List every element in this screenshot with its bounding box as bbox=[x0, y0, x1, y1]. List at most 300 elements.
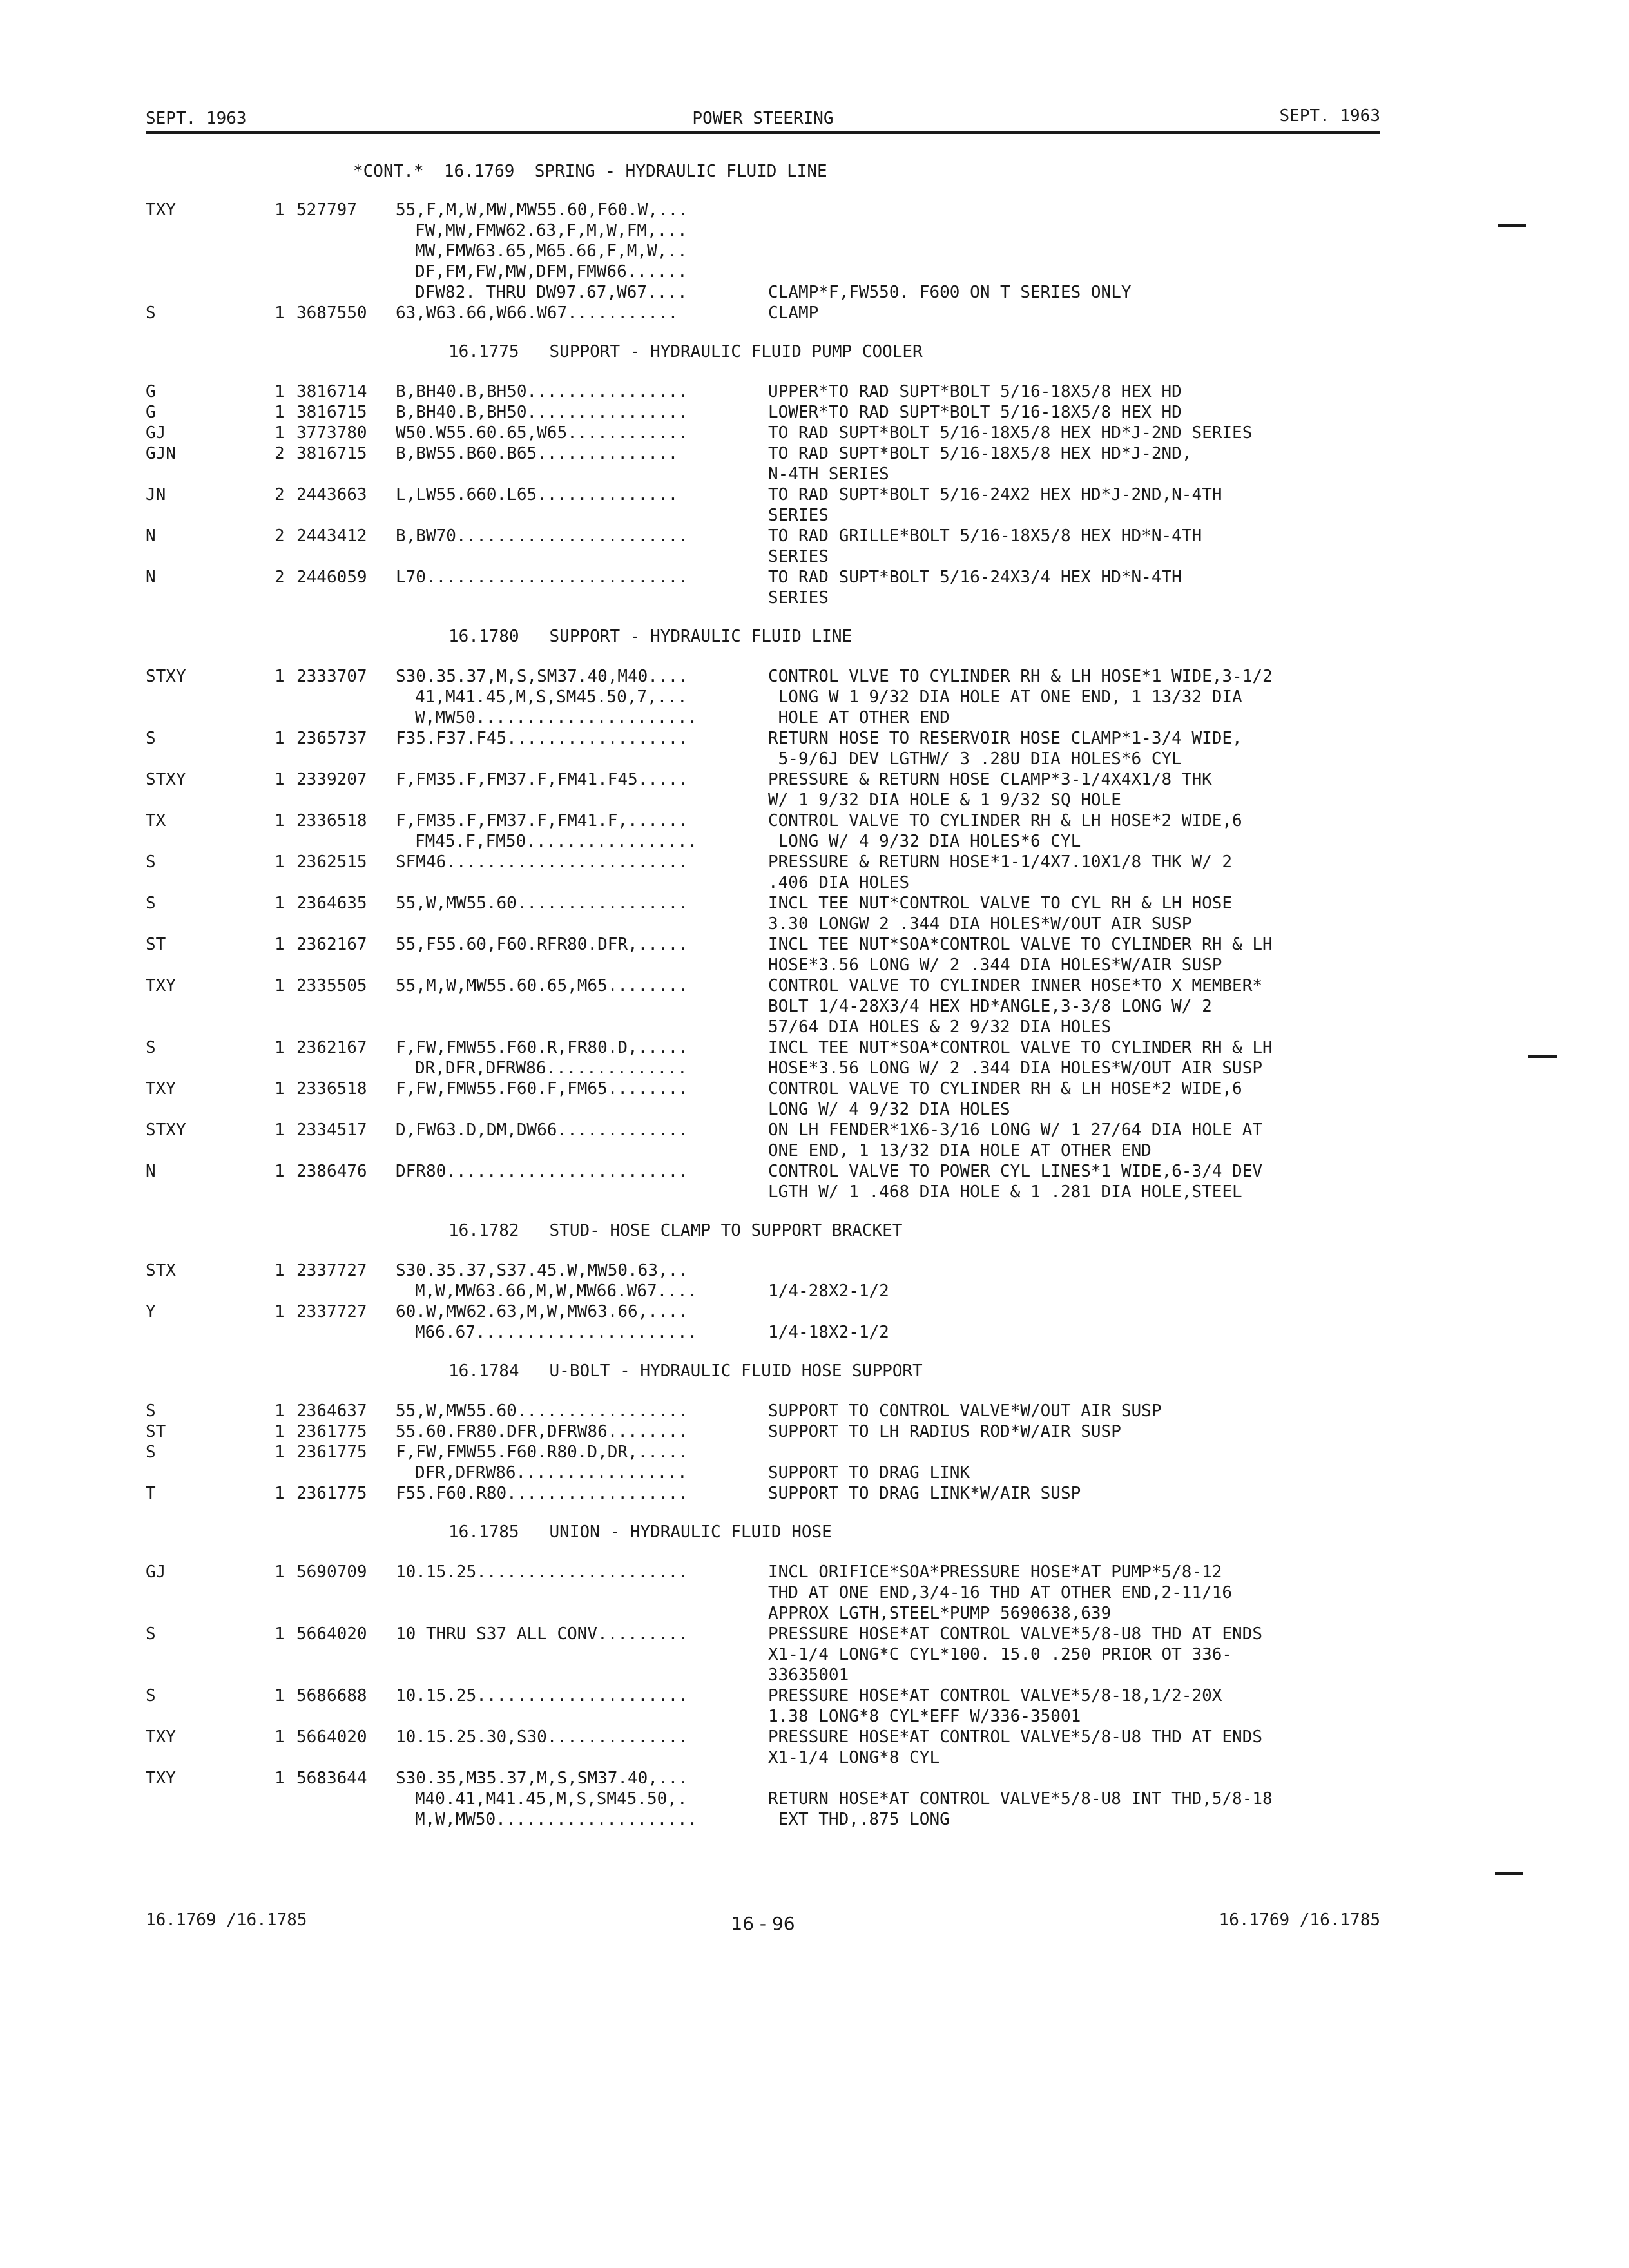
model-line: SFM46........................ bbox=[396, 852, 688, 872]
part-number: 2361775 bbox=[296, 1484, 367, 1503]
sections-container bbox=[146, 200, 1467, 1830]
part-number: 2361775 bbox=[296, 1422, 367, 1441]
part-description bbox=[768, 567, 1182, 608]
description-line bbox=[768, 1302, 889, 1322]
part-number: 2362167 bbox=[296, 935, 367, 954]
description-line: CONTROL VLVE TO CYLINDER RH & LH HOSE*1 WIDE,3-1/2 bbox=[768, 667, 1273, 686]
part-entry bbox=[146, 1421, 1467, 1442]
description-line: UPPER*TO RAD SUPT*BOLT 5/16-18X5/8 HEX HD bbox=[768, 382, 1182, 401]
description-line: TO RAD GRILLE*BOLT 5/16-18X5/8 HEX HD*N-4TH bbox=[768, 526, 1202, 546]
part-entry bbox=[146, 934, 1467, 975]
quantity: 1 bbox=[275, 729, 285, 748]
model-applicability bbox=[396, 769, 760, 811]
model-line: 10.15.25..................... bbox=[396, 1686, 688, 1706]
series-code: ST bbox=[146, 1422, 166, 1441]
part-number: 5690709 bbox=[296, 1562, 367, 1582]
part-description bbox=[768, 381, 1182, 402]
model-applicability bbox=[396, 728, 760, 769]
description-line bbox=[768, 220, 1132, 241]
part-number: 3816715 bbox=[296, 403, 367, 422]
description-line: 5-9/6J DEV LGTHW/ 3 .28U DIA HOLES*6 CYL bbox=[768, 749, 1182, 769]
quantity: 1 bbox=[275, 200, 285, 220]
series-code: N bbox=[146, 526, 156, 546]
model-line: 55,W,MW55.60................. bbox=[396, 1401, 688, 1421]
part-number: 5664020 bbox=[296, 1727, 367, 1747]
part-description bbox=[768, 1562, 1232, 1624]
series-code: S bbox=[146, 303, 156, 323]
part-description bbox=[768, 1624, 1262, 1686]
model-line: S30.35.37,S37.45.W,MW50.63,.. bbox=[396, 1261, 688, 1280]
footer-range-right: 16.1769 /16.1785 bbox=[1219, 1910, 1380, 1930]
series-code: S bbox=[146, 1401, 156, 1421]
page-header bbox=[146, 103, 1380, 134]
series-code: TXY bbox=[146, 1769, 176, 1788]
part-number: 5664020 bbox=[296, 1624, 367, 1644]
part-entry bbox=[146, 728, 1467, 769]
model-line: S30.35,M35.37,M,S,SM37.40,... bbox=[396, 1769, 688, 1788]
model-line: 55,F,M,W,MW,MW55.60,F60.W,... bbox=[396, 200, 688, 220]
part-number: 5683644 bbox=[296, 1769, 367, 1788]
series-code: GJ bbox=[146, 1562, 166, 1582]
quantity: 1 bbox=[275, 1038, 285, 1057]
model-line: 55.60.FR80.DFR,DFRW86........ bbox=[396, 1422, 688, 1441]
description-line: LONG W/ 4 9/32 DIA HOLES*6 CYL bbox=[768, 832, 1081, 851]
model-applicability bbox=[396, 381, 760, 402]
quantity: 1 bbox=[275, 770, 285, 789]
part-entry bbox=[146, 1161, 1467, 1202]
model-applicability bbox=[396, 1260, 760, 1302]
model-line: M40.41,M41.45,M,S,SM45.50,. bbox=[415, 1789, 688, 1809]
description-line: THD AT ONE END,3/4-16 THD AT OTHER END,2-11/16 bbox=[768, 1583, 1233, 1602]
description-line: INCL TEE NUT*SOA*CONTROL VALVE TO CYLINDER RH & LH bbox=[768, 1038, 1273, 1057]
part-description bbox=[768, 303, 818, 323]
model-applicability bbox=[396, 423, 760, 443]
part-entry bbox=[146, 443, 1467, 485]
description-line: LGTH W/ 1 .468 DIA HOLE & 1 .281 DIA HOLE,STEEL bbox=[768, 1182, 1242, 1202]
model-line: FM45.F,FM50................. bbox=[415, 832, 698, 851]
part-description bbox=[768, 1421, 1121, 1442]
part-entry bbox=[146, 666, 1467, 728]
margin-mark bbox=[1498, 224, 1526, 227]
description-line: CLAMP bbox=[768, 303, 819, 323]
model-line: 10 THRU S37 ALL CONV......... bbox=[396, 1624, 688, 1644]
part-entry bbox=[146, 769, 1467, 811]
quantity: 1 bbox=[275, 811, 285, 831]
model-applicability bbox=[396, 975, 760, 1037]
model-line: W,MW50...................... bbox=[415, 708, 698, 727]
description-line: LONG W/ 4 9/32 DIA HOLES bbox=[768, 1100, 1010, 1119]
description-line: INCL TEE NUT*CONTROL VALVE TO CYL RH & LH HOSE bbox=[768, 894, 1233, 913]
model-line: 10.15.25.30,S30.............. bbox=[396, 1727, 688, 1747]
description-line: LONG W 1 9/32 DIA HOLE AT ONE END, 1 13/32 DIA bbox=[768, 687, 1242, 707]
part-entry bbox=[146, 1686, 1467, 1727]
series-code: S bbox=[146, 729, 156, 748]
model-line bbox=[396, 1706, 760, 1727]
description-line: CONTROL VALVE TO POWER CYL LINES*1 WIDE,6-3/4 DEV bbox=[768, 1162, 1263, 1181]
part-number: 2335505 bbox=[296, 976, 367, 995]
series-code: N bbox=[146, 1162, 156, 1181]
description-line: 1/4-18X2-1/2 bbox=[768, 1323, 889, 1342]
part-entry bbox=[146, 1562, 1467, 1624]
part-number: 3816714 bbox=[296, 382, 367, 401]
series-code: G bbox=[146, 382, 156, 401]
model-line: 55,W,MW55.60................. bbox=[396, 894, 688, 913]
description-line: PRESSURE HOSE*AT CONTROL VALVE*5/8-U8 THD AT ENDS bbox=[768, 1624, 1263, 1644]
series-code: S bbox=[146, 1038, 156, 1057]
description-line: ONE END, 1 13/32 DIA HOLE AT OTHER END bbox=[768, 1141, 1152, 1160]
part-entry bbox=[146, 1624, 1467, 1686]
series-code: S bbox=[146, 1686, 156, 1706]
series-code: STX bbox=[146, 1261, 176, 1280]
description-line: INCL ORIFICE*SOA*PRESSURE HOSE*AT PUMP*5/8-12 bbox=[768, 1562, 1222, 1582]
part-description bbox=[768, 852, 1232, 893]
model-applicability bbox=[396, 1686, 760, 1727]
model-applicability bbox=[396, 303, 760, 323]
quantity: 1 bbox=[275, 1443, 285, 1462]
part-entry bbox=[146, 893, 1467, 934]
quantity: 1 bbox=[275, 423, 285, 443]
description-line: 1.38 LONG*8 CYL*EFF W/336-35001 bbox=[768, 1707, 1081, 1726]
model-applicability bbox=[396, 443, 760, 485]
model-applicability bbox=[396, 934, 760, 975]
description-line: .406 DIA HOLES bbox=[768, 873, 910, 892]
model-applicability bbox=[396, 1079, 760, 1120]
model-line: M66.67...................... bbox=[415, 1323, 698, 1342]
part-description bbox=[768, 1768, 1273, 1830]
part-description bbox=[768, 402, 1182, 423]
quantity: 1 bbox=[275, 1769, 285, 1788]
part-number: 2364635 bbox=[296, 894, 367, 913]
model-line: F,FM35.F,FM37.F,FM41.F,...... bbox=[396, 811, 688, 831]
model-applicability bbox=[396, 402, 760, 423]
description-line: SERIES bbox=[768, 547, 829, 566]
model-line: F35.F37.F45.................. bbox=[396, 729, 688, 748]
description-line: EXT THD,.875 LONG bbox=[768, 1810, 950, 1829]
part-entry bbox=[146, 1442, 1467, 1483]
description-line: PRESSURE HOSE*AT CONTROL VALVE*5/8-U8 THD AT ENDS bbox=[768, 1727, 1263, 1747]
model-line: F,FW,FMW55.F60.R80.D,DR,..... bbox=[396, 1443, 688, 1462]
quantity: 1 bbox=[275, 894, 285, 913]
header-title: POWER STEERING bbox=[692, 109, 834, 128]
model-line: W50.W55.60.65,W65............ bbox=[396, 423, 688, 443]
model-line: 55,M,W,MW55.60.65,M65........ bbox=[396, 976, 688, 995]
model-line: B,BW70....................... bbox=[396, 526, 688, 546]
model-line bbox=[396, 546, 760, 567]
part-description bbox=[768, 1483, 1081, 1504]
section-title: 16.1784 U-BOLT - HYDRAULIC FLUID HOSE SUPPORT bbox=[448, 1361, 923, 1381]
description-line bbox=[768, 1442, 970, 1463]
part-number: 3773780 bbox=[296, 423, 367, 443]
model-line: DFR,DFRW86................. bbox=[415, 1463, 688, 1483]
page-number: 16 - 96 bbox=[731, 1913, 795, 1934]
part-number: 2443663 bbox=[296, 485, 367, 505]
model-applicability bbox=[396, 1401, 760, 1421]
model-line bbox=[396, 749, 760, 769]
model-line: 10.15.25..................... bbox=[396, 1562, 688, 1582]
model-applicability bbox=[396, 1768, 760, 1830]
description-line bbox=[768, 200, 1132, 220]
series-code: TXY bbox=[146, 200, 176, 220]
quantity: 2 bbox=[275, 526, 285, 546]
part-description bbox=[768, 1079, 1242, 1120]
quantity: 1 bbox=[275, 852, 285, 872]
part-entry bbox=[146, 1302, 1467, 1343]
part-number: 2337727 bbox=[296, 1302, 367, 1321]
series-code: N bbox=[146, 568, 156, 587]
quantity: 1 bbox=[275, 1079, 285, 1099]
part-entry bbox=[146, 1768, 1467, 1830]
description-line: CONTROL VALVE TO CYLINDER RH & LH HOSE*2 WIDE,6 bbox=[768, 1079, 1242, 1099]
model-applicability bbox=[396, 1624, 760, 1686]
model-line: S30.35.37,M,S,SM37.40,M40.... bbox=[396, 667, 688, 686]
series-code: TX bbox=[146, 811, 166, 831]
part-entry bbox=[146, 1727, 1467, 1768]
series-code: STXY bbox=[146, 770, 186, 789]
model-line bbox=[396, 1099, 760, 1120]
footer-range-left: 16.1769 /16.1785 bbox=[146, 1910, 307, 1930]
description-line: HOSE*3.56 LONG W/ 2 .344 DIA HOLES*W/AIR SUSP bbox=[768, 956, 1222, 975]
model-applicability bbox=[396, 1037, 760, 1079]
part-number: 2365737 bbox=[296, 729, 367, 748]
part-number: 527797 bbox=[296, 200, 357, 220]
description-line: CLAMP*F,FW550. F600 ON T SERIES ONLY bbox=[768, 283, 1132, 302]
model-line: L,LW55.660.L65.............. bbox=[396, 485, 679, 505]
model-applicability bbox=[396, 666, 760, 728]
part-number: 2336518 bbox=[296, 811, 367, 831]
part-entry bbox=[146, 1079, 1467, 1120]
quantity: 1 bbox=[275, 1686, 285, 1706]
series-code: Y bbox=[146, 1302, 156, 1321]
description-line: PRESSURE & RETURN HOSE CLAMP*3-1/4X4X1/8 THK bbox=[768, 770, 1212, 789]
part-description bbox=[768, 526, 1202, 567]
part-description bbox=[768, 1686, 1222, 1727]
description-line: HOLE AT OTHER END bbox=[768, 708, 950, 727]
series-code: GJ bbox=[146, 423, 166, 443]
series-code: S bbox=[146, 1443, 156, 1462]
part-entry bbox=[146, 423, 1467, 443]
part-description bbox=[768, 1161, 1262, 1202]
quantity: 2 bbox=[275, 568, 285, 587]
model-line bbox=[396, 1182, 760, 1202]
series-code: S bbox=[146, 852, 156, 872]
description-line: SERIES bbox=[768, 506, 829, 525]
model-line: MW,FMW63.65,M65.66,F,M,W,.. bbox=[415, 242, 688, 261]
part-entry bbox=[146, 381, 1467, 402]
model-applicability bbox=[396, 200, 760, 303]
part-entry bbox=[146, 1120, 1467, 1161]
part-description bbox=[768, 1302, 889, 1343]
series-code: GJN bbox=[146, 444, 176, 463]
quantity: 1 bbox=[275, 935, 285, 954]
series-code: T bbox=[146, 1484, 156, 1503]
model-applicability bbox=[396, 526, 760, 567]
part-entry bbox=[146, 303, 1467, 323]
model-line: M,W,MW63.66,M,W,MW66.W67.... bbox=[415, 1282, 698, 1301]
series-code: TXY bbox=[146, 1079, 176, 1099]
part-entry bbox=[146, 852, 1467, 893]
description-line: TO RAD SUPT*BOLT 5/16-24X3/4 HEX HD*N-4TH bbox=[768, 568, 1182, 587]
series-code: S bbox=[146, 894, 156, 913]
continued-section-title: *CONT.* 16.1769 SPRING - HYDRAULIC FLUID LINE bbox=[353, 162, 827, 181]
part-entry bbox=[146, 1260, 1467, 1302]
part-description bbox=[768, 1120, 1262, 1161]
quantity: 1 bbox=[275, 1401, 285, 1421]
description-line: X1-1/4 LONG*C CYL*100. 15.0 .250 PRIOR OT 336- bbox=[768, 1645, 1233, 1664]
description-line: N-4TH SERIES bbox=[768, 465, 889, 484]
description-line: SERIES bbox=[768, 588, 829, 608]
part-description bbox=[768, 443, 1191, 485]
section-title: 16.1775 SUPPORT - HYDRAULIC FLUID PUMP COOLER bbox=[448, 342, 923, 361]
model-line: FW,MW,FMW62.63,F,M,W,FM,... bbox=[415, 221, 688, 240]
model-line bbox=[396, 1603, 760, 1624]
model-applicability bbox=[396, 811, 760, 852]
model-line: M,W,MW50.................... bbox=[415, 1810, 698, 1829]
model-line bbox=[396, 790, 760, 811]
part-number: 2336518 bbox=[296, 1079, 367, 1099]
part-number: 3687550 bbox=[296, 303, 367, 323]
header-date-left: SEPT. 1963 bbox=[146, 109, 247, 128]
part-number: 2361775 bbox=[296, 1443, 367, 1462]
model-line: B,BH40.B,BH50................ bbox=[396, 382, 688, 401]
part-entry bbox=[146, 811, 1467, 852]
quantity: 1 bbox=[275, 1624, 285, 1644]
model-applicability bbox=[396, 893, 760, 934]
series-code: JN bbox=[146, 485, 166, 505]
quantity: 1 bbox=[275, 1422, 285, 1441]
part-description bbox=[768, 728, 1242, 769]
model-applicability bbox=[396, 567, 760, 608]
model-line bbox=[396, 464, 760, 485]
description-line: 1/4-28X2-1/2 bbox=[768, 1282, 889, 1301]
quantity: 1 bbox=[275, 1162, 285, 1181]
description-line: 57/64 DIA HOLES & 2 9/32 DIA HOLES bbox=[768, 1017, 1112, 1037]
model-applicability bbox=[396, 1483, 760, 1504]
model-line: F55.F60.R80.................. bbox=[396, 1484, 688, 1503]
series-code: ST bbox=[146, 935, 166, 954]
description-line: CONTROL VALVE TO CYLINDER RH & LH HOSE*2 WIDE,6 bbox=[768, 811, 1242, 831]
part-entry bbox=[146, 975, 1467, 1037]
part-number: 3816715 bbox=[296, 444, 367, 463]
margin-mark bbox=[1495, 1872, 1523, 1875]
part-description bbox=[768, 1442, 970, 1483]
part-description bbox=[768, 893, 1232, 934]
model-line bbox=[396, 1665, 760, 1686]
model-applicability bbox=[396, 1442, 760, 1483]
description-line: RETURN HOSE*AT CONTROL VALVE*5/8-U8 INT THD,5/8-18 bbox=[768, 1789, 1273, 1809]
model-line: F,FW,FMW55.F60.F,FM65........ bbox=[396, 1079, 688, 1099]
quantity: 2 bbox=[275, 444, 285, 463]
quantity: 1 bbox=[275, 382, 285, 401]
parts-listing bbox=[146, 161, 1467, 1830]
part-description bbox=[768, 1037, 1273, 1079]
quantity: 2 bbox=[275, 485, 285, 505]
series-code: S bbox=[146, 1624, 156, 1644]
part-entry bbox=[146, 567, 1467, 608]
quantity: 1 bbox=[275, 1727, 285, 1747]
quantity: 1 bbox=[275, 403, 285, 422]
model-line: B,BH40.B,BH50................ bbox=[396, 403, 688, 422]
description-line bbox=[768, 262, 1132, 282]
description-line: TO RAD SUPT*BOLT 5/16-24X2 HEX HD*J-2ND,N-4TH bbox=[768, 485, 1222, 505]
model-line bbox=[396, 1582, 760, 1603]
description-line: PRESSURE HOSE*AT CONTROL VALVE*5/8-18,1/2-20X bbox=[768, 1686, 1222, 1706]
description-line: BOLT 1/4-28X3/4 HEX HD*ANGLE,3-3/8 LONG W/ 2 bbox=[768, 997, 1212, 1016]
model-applicability bbox=[396, 1562, 760, 1624]
quantity: 1 bbox=[275, 1120, 285, 1140]
part-number: 5686688 bbox=[296, 1686, 367, 1706]
part-entry bbox=[146, 526, 1467, 567]
description-line: LOWER*TO RAD SUPT*BOLT 5/16-18X5/8 HEX HD bbox=[768, 403, 1182, 422]
section-title: 16.1782 STUD- HOSE CLAMP TO SUPPORT BRACKET bbox=[448, 1221, 903, 1240]
model-line: DR,DFR,DFRW86.............. bbox=[415, 1059, 688, 1078]
description-line: 33635001 bbox=[768, 1666, 849, 1685]
description-line: RETURN HOSE TO RESERVOIR HOSE CLAMP*1-3/4 WIDE, bbox=[768, 729, 1242, 748]
model-line: 63,W63.66,W66.W67........... bbox=[396, 303, 679, 323]
quantity: 1 bbox=[275, 667, 285, 686]
part-entry bbox=[146, 1037, 1467, 1079]
quantity: 1 bbox=[275, 1562, 285, 1582]
model-applicability bbox=[396, 1421, 760, 1442]
part-description bbox=[768, 811, 1242, 852]
description-line: APPROX LGTH,STEEL*PUMP 5690638,639 bbox=[768, 1604, 1112, 1623]
series-code: TXY bbox=[146, 976, 176, 995]
model-line: F,FM35.F,FM37.F,FM41.F45..... bbox=[396, 770, 688, 789]
description-line: CONTROL VALVE TO CYLINDER INNER HOSE*TO X MEMBER* bbox=[768, 976, 1263, 995]
part-description bbox=[768, 485, 1222, 526]
series-code: STXY bbox=[146, 1120, 186, 1140]
part-number: 2362167 bbox=[296, 1038, 367, 1057]
model-applicability bbox=[396, 852, 760, 893]
model-applicability bbox=[396, 1727, 760, 1768]
quantity: 1 bbox=[275, 1484, 285, 1503]
part-entry bbox=[146, 1483, 1467, 1504]
part-number: 2443412 bbox=[296, 526, 367, 546]
part-description bbox=[768, 769, 1212, 811]
description-line bbox=[768, 1260, 889, 1281]
model-line: 41,M41.45,M,S,SM45.50,7,... bbox=[415, 687, 688, 707]
model-line bbox=[396, 996, 760, 1017]
model-line: D,FW63.D,DM,DW66............. bbox=[396, 1120, 688, 1140]
part-description bbox=[768, 1401, 1161, 1421]
description-line: ON LH FENDER*1X6-3/16 LONG W/ 1 27/64 DIA HOLE AT bbox=[768, 1120, 1263, 1140]
description-line: X1-1/4 LONG*8 CYL bbox=[768, 1748, 940, 1767]
part-entry bbox=[146, 402, 1467, 423]
description-line: PRESSURE & RETURN HOSE*1-1/4X7.10X1/8 THK W/ 2 bbox=[768, 852, 1233, 872]
description-line: 3.30 LONGW 2 .344 DIA HOLES*W/OUT AIR SUSP bbox=[768, 914, 1192, 934]
part-entry bbox=[146, 485, 1467, 526]
model-line bbox=[396, 1644, 760, 1665]
model-line bbox=[396, 505, 760, 526]
model-applicability bbox=[396, 1302, 760, 1343]
model-line: DFR80........................ bbox=[396, 1162, 688, 1181]
description-line bbox=[768, 241, 1132, 262]
part-description bbox=[768, 934, 1273, 975]
model-line: B,BW55.B60.B65.............. bbox=[396, 444, 679, 463]
page-footer bbox=[146, 1910, 1380, 1936]
model-applicability bbox=[396, 485, 760, 526]
section-title: 16.1785 UNION - HYDRAULIC FLUID HOSE bbox=[448, 1523, 832, 1542]
part-number: 2334517 bbox=[296, 1120, 367, 1140]
part-number: 2339207 bbox=[296, 770, 367, 789]
part-description bbox=[768, 975, 1262, 1037]
model-line bbox=[396, 588, 760, 608]
description-line: SUPPORT TO CONTROL VALVE*W/OUT AIR SUSP bbox=[768, 1401, 1162, 1421]
model-line: DFW82. THRU DW97.67,W67.... bbox=[415, 283, 688, 302]
model-line bbox=[396, 914, 760, 934]
description-line: SUPPORT TO LH RADIUS ROD*W/AIR SUSP bbox=[768, 1422, 1121, 1441]
model-line bbox=[396, 1140, 760, 1161]
part-number: 2337727 bbox=[296, 1261, 367, 1280]
